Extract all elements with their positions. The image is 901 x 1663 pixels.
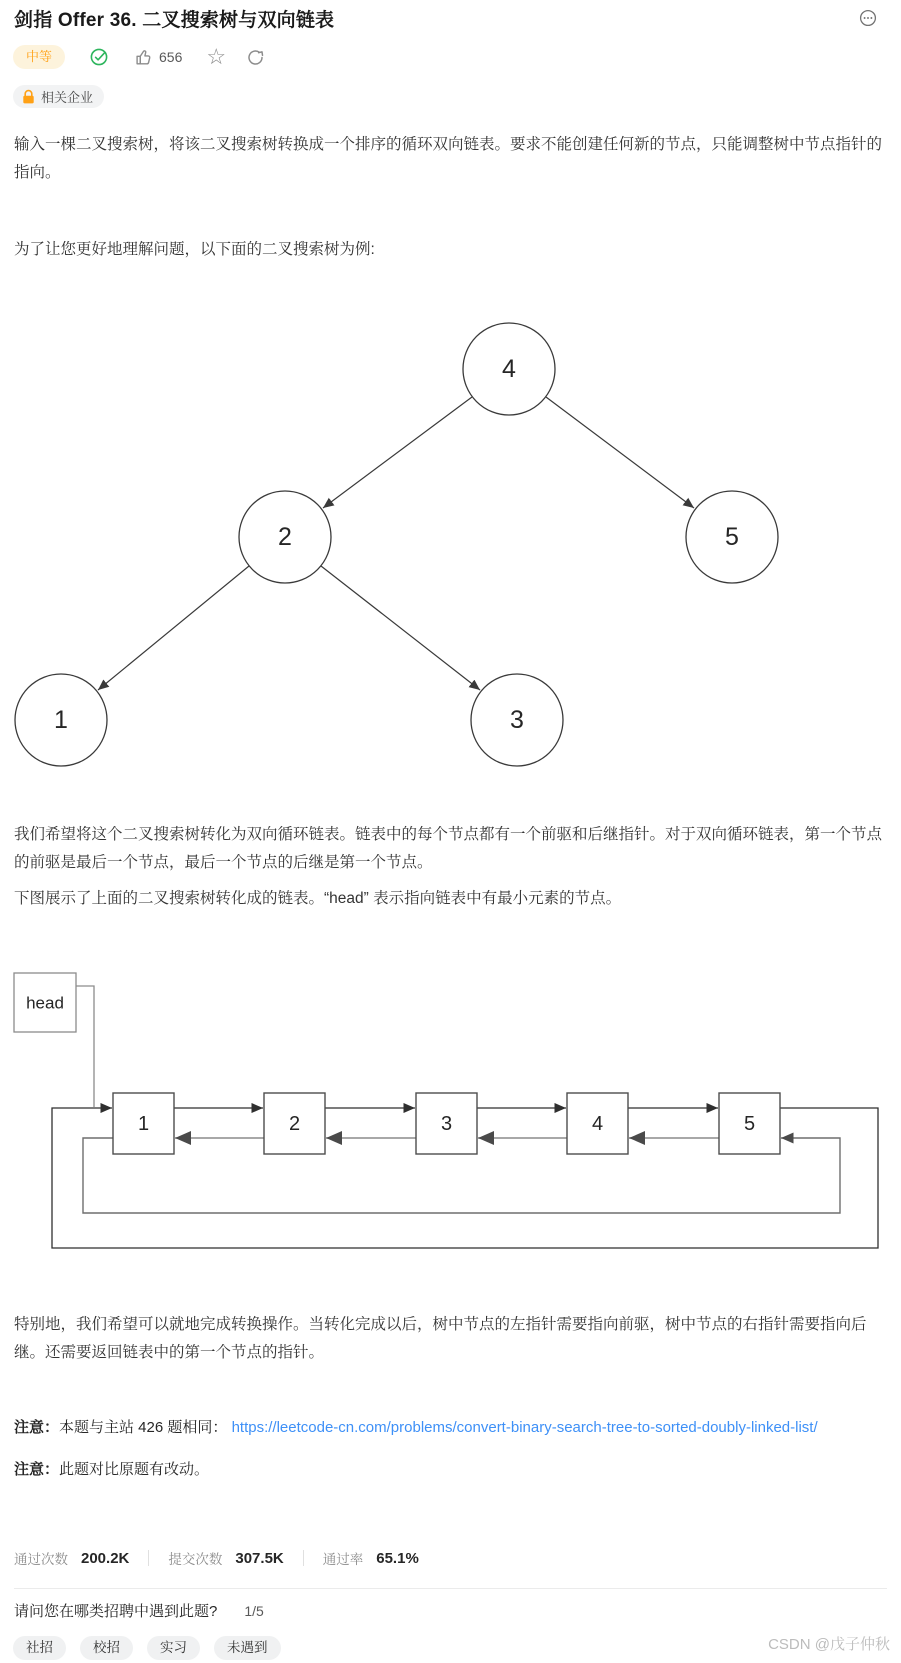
svg-text:5: 5 xyxy=(743,1113,756,1135)
tree-node xyxy=(686,491,778,583)
like-button[interactable] xyxy=(134,48,182,67)
survey-options xyxy=(13,1636,295,1660)
lock-icon xyxy=(22,89,35,105)
related-companies-label: 相关企业 xyxy=(41,90,94,105)
list-node xyxy=(113,1093,174,1154)
head-pointer-line xyxy=(76,986,94,1107)
conversion-explanation: 我们希望将这个二叉搜索树转化为双向循环链表。链表中的每个节点都有一个前驱和后继指针。对于双向循环链表，第一个节点的前驱是最后一个节点，最后一个节点的后继是第一个节点。 xyxy=(14,826,883,871)
tree-node xyxy=(471,674,563,766)
like-count: 656 xyxy=(159,49,183,65)
star-icon: ☆ xyxy=(206,44,227,69)
note-text: 此题对比原题有改动。 xyxy=(59,1461,210,1478)
submissions-label: 提交次数 xyxy=(168,1552,223,1567)
svg-text:5: 5 xyxy=(725,523,739,551)
survey-question-row xyxy=(14,1600,264,1621)
tree-edge-4-5 xyxy=(546,397,694,508)
tree-edges xyxy=(98,397,694,690)
list-head-box xyxy=(14,973,94,1107)
survey-option-never[interactable]: 未遇到 xyxy=(214,1636,281,1660)
badge-row xyxy=(13,45,265,69)
svg-text:1: 1 xyxy=(137,1113,150,1135)
list-node xyxy=(719,1093,780,1154)
share-icon[interactable] xyxy=(246,48,265,67)
tree-edge-2-1 xyxy=(98,566,249,690)
svg-text:head: head xyxy=(26,993,64,1013)
tree-node xyxy=(463,323,555,415)
tree-edge-2-3 xyxy=(321,566,480,690)
svg-text:4: 4 xyxy=(502,355,516,383)
svg-text:3: 3 xyxy=(510,706,524,734)
tree-edge-4-2 xyxy=(323,397,472,508)
favorite-button[interactable] xyxy=(206,44,227,69)
survey-question: 请问您在哪类招聘中遇到此题? xyxy=(14,1603,218,1620)
svg-text:2: 2 xyxy=(288,1113,301,1135)
difficulty-badge: 中等 xyxy=(13,45,65,69)
bst-diagram xyxy=(0,295,901,775)
more-options-icon[interactable] xyxy=(859,9,877,27)
note-label: 注意： xyxy=(14,1461,60,1478)
note-modified xyxy=(14,1459,209,1481)
accepted-value: 200.2K xyxy=(81,1549,130,1567)
survey-progress: 1/5 xyxy=(244,1603,264,1619)
stats-divider xyxy=(303,1550,304,1566)
submissions-value: 307.5K xyxy=(235,1549,284,1567)
list-node xyxy=(567,1093,628,1154)
csdn-watermark: CSDN @戊子仲秋 xyxy=(768,1636,890,1653)
rate-value: 65.1% xyxy=(376,1549,419,1567)
list-node xyxy=(416,1093,477,1154)
mainsite-problem-link[interactable]: https://leetcode-cn.com/problems/convert-binary-search-tree-to-sorted-doubly-linked-list/ xyxy=(231,1419,818,1436)
thumbs-up-icon xyxy=(134,48,153,67)
tree-node xyxy=(15,674,107,766)
svg-text:4: 4 xyxy=(591,1113,604,1135)
solved-check-icon xyxy=(89,47,109,67)
related-companies-button[interactable] xyxy=(13,85,104,108)
note-text: 本题与主站 426 题相同： xyxy=(59,1419,228,1436)
section-divider xyxy=(14,1588,887,1589)
example-intro: 为了让您更好地理解问题，以下面的二叉搜索树为例: xyxy=(14,241,375,258)
note-label: 注意： xyxy=(14,1419,60,1436)
linked-list-diagram xyxy=(0,960,901,1260)
svg-text:1: 1 xyxy=(54,706,68,734)
inplace-requirement: 特别地，我们希望可以就地完成转换操作。当转化完成以后，树中节点的左指针需要指向前驱，树中节点的右指针需要指向后继。还需要返回链表中的第一个节点的指针。 xyxy=(14,1316,867,1361)
stats-bar xyxy=(14,1548,419,1568)
svg-text:3: 3 xyxy=(440,1113,453,1135)
survey-option-xiaozhao[interactable]: 校招 xyxy=(80,1636,133,1660)
note-mainsite xyxy=(14,1417,818,1439)
list-node xyxy=(264,1093,325,1154)
page-title: 剑指 Offer 36. 二叉搜索树与双向链表 xyxy=(14,10,335,31)
survey-option-shezhao[interactable]: 社招 xyxy=(13,1636,66,1660)
list-figure-intro: 下图展示了上面的二叉搜索树转化成的链表。“head” 表示指向链表中有最小元素的节点。 xyxy=(14,890,622,907)
survey-option-shixi[interactable]: 实习 xyxy=(147,1636,200,1660)
svg-text:2: 2 xyxy=(278,523,292,551)
rate-label: 通过率 xyxy=(322,1552,364,1567)
stats-divider xyxy=(148,1550,149,1566)
tree-node xyxy=(239,491,331,583)
accepted-label: 通过次数 xyxy=(14,1552,68,1567)
problem-statement: 输入一棵二叉搜索树，将该二叉搜索树转换成一个排序的循环双向链表。要求不能创建任何新的节点，只能调整树中节点指针的指向。 xyxy=(14,136,883,181)
